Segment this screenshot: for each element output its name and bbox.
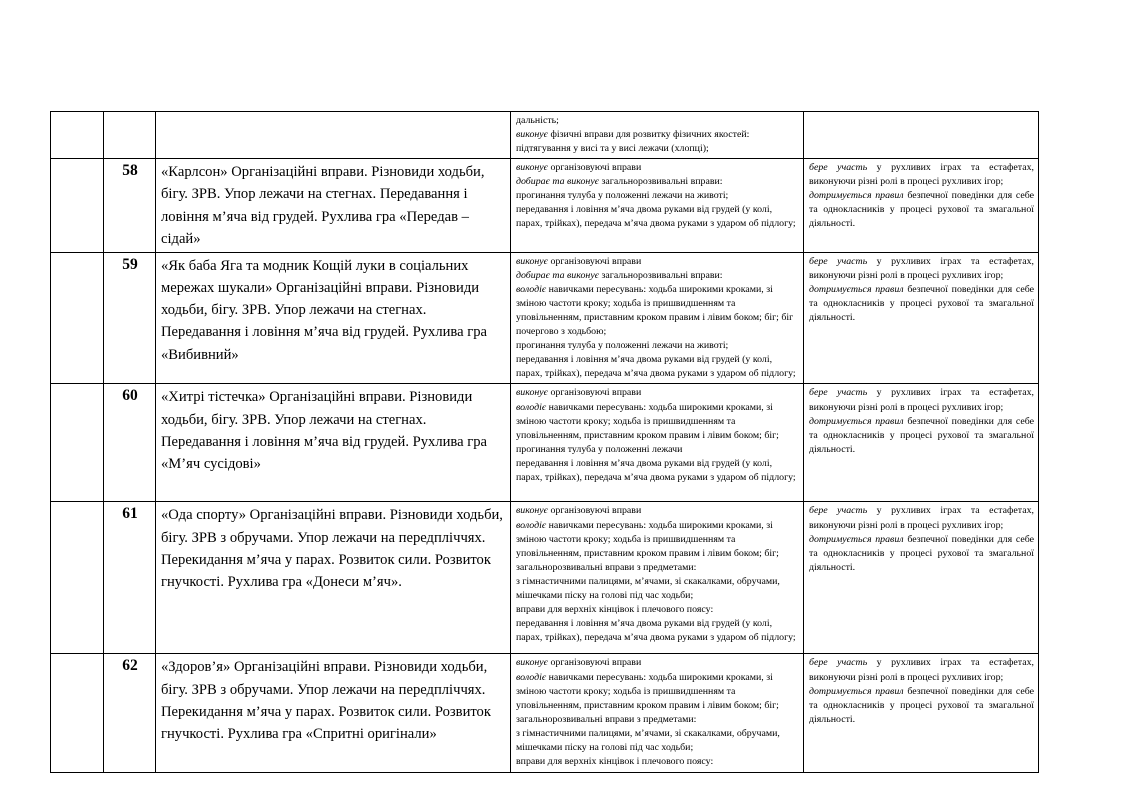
text-line: бере участь у рухливих іграх та естафетах, виконуючи різні ролі в процесі рухливих ігор; [809, 255, 1034, 281]
table-row [51, 502, 1039, 654]
text-line: прогинання тулуба у положенні лежачи [516, 443, 683, 455]
cell-lesson-number: 62 [104, 654, 156, 773]
text-line: володіє навичками пересувань: ходьба широкими кроками, зі зміною частоти кроку; ходьба із пришвидшенням та уповільненням, приставним кроком правим і лівим боком; біг; [516, 401, 779, 441]
text-line: бере участь у рухливих іграх та естафетах, виконуючи різні ролі в процесі рухливих ігор; [809, 162, 1034, 188]
text-line: дотримується правил безпечної поведінки для себе та однокласників у процесі рухової та змагальної діяльності. [809, 415, 1034, 455]
cell-competencies [804, 654, 1039, 773]
text-line: з гімнастичними палицями, м’ячами, зі скакалками, обручами, мішечками піску на голові під час ходьби; [516, 575, 780, 601]
emphasis-text: добирає та виконує [516, 269, 602, 281]
emphasis-text: дотримується правил [809, 533, 908, 545]
table-body [51, 112, 1039, 773]
cell-expected-results [511, 654, 804, 773]
cell-blank [51, 112, 104, 159]
cell-expected-results [511, 502, 804, 654]
cell-lesson-content: «Як баба Яга та модник Кощій луки в соціальних мережах шукали» Організаційні вправи. Різновиди ходьби, бігу. ЗРВ. Упор лежачи на стегнах. Передавання і ловіння м’яча від грудей. Рухлива гра «Вибивний» [156, 252, 511, 384]
emphasis-text: бере участь [809, 505, 877, 517]
cell-lesson-content: «Ода спорту» Організаційні вправи. Різновиди ходьби, бігу. ЗРВ з обручами. Упор лежачи на передпліччях. Перекидання м’яча у парах. Розвиток сили. Розвиток гнучкості. Рухлива гра «Донеси м’яч». [156, 502, 511, 654]
cell-lesson-number: 58 [104, 159, 156, 253]
text-line: бере участь у рухливих іграх та естафетах, виконуючи різні ролі в процесі рухливих ігор; [809, 505, 1034, 531]
emphasis-text: володіє [516, 671, 549, 683]
cell-blank [51, 502, 104, 654]
emphasis-text: бере участь [809, 657, 877, 669]
text-line: дотримується правил безпечної поведінки для себе та однокласників у процесі рухової та змагальної діяльності. [809, 533, 1034, 573]
emphasis-text: володіє [516, 284, 549, 295]
table-row [51, 112, 1039, 159]
text-line: передавання і ловіння м’яча двома руками від грудей (у колі, парах, трійках), передача м’яча двома руками з ударом об підлогу; [516, 354, 796, 380]
text-line: виконує організовуючі вправи [516, 387, 642, 399]
cell-blank [51, 159, 104, 253]
cell-lesson-content: «Хитрі тістечка» Організаційні вправи. Різновиди ходьби, бігу. ЗРВ. Упор лежачи на стегнах. Передавання і ловіння м’яча від грудей. Рухлива гра «М’яч сусідові» [156, 384, 511, 502]
emphasis-text: бере участь [809, 255, 877, 267]
cell-competencies [804, 502, 1039, 654]
table-row [51, 159, 1039, 253]
cell-blank [51, 654, 104, 773]
text-line: бере участь у рухливих іграх та естафетах, виконуючи різні ролі в процесі рухливих ігор; [809, 657, 1034, 683]
cell-expected-results [511, 252, 804, 384]
emphasis-text: володіє [516, 519, 549, 531]
cell-lesson-number: 59 [104, 252, 156, 384]
emphasis-text: дотримується правил [809, 415, 908, 427]
cell-blank [51, 252, 104, 384]
emphasis-text: добирає та виконує [516, 176, 602, 188]
emphasis-text: дотримується правил [809, 685, 908, 697]
emphasis-text: бере участь [809, 387, 877, 399]
text-line: з гімнастичними палицями, м’ячами, зі скакалками, обручами, мішечками піску на голові під час ходьби; [516, 727, 780, 753]
text-line: дотримується правил безпечної поведінки для себе та однокласників у процесі рухової та змагальної діяльності. [809, 284, 1034, 324]
text-line: добирає та виконує загальнорозвивальні вправи: [516, 269, 723, 281]
text-line: прогинання тулуба у положенні лежачи на животі; [516, 190, 729, 202]
text-line: передавання і ловіння м’яча двома руками від грудей (у колі, парах, трійках), передача м’яча двома руками з ударом об підлогу; [516, 204, 796, 230]
cell-lesson-content [156, 112, 511, 159]
text-line: вправи для верхніх кінцівок і плечового поясу: [516, 603, 714, 615]
emphasis-text: дотримується правил [809, 190, 908, 202]
cell-lesson-number: 61 [104, 502, 156, 654]
emphasis-text: виконує [516, 505, 551, 517]
text-line: дотримується правил безпечної поведінки для себе та однокласників у процесі рухової та змагальної діяльності. [809, 685, 1034, 725]
text-line: виконує фізичні вправи для розвитку фізичних якостей: [516, 129, 750, 141]
text-line: загальнорозвивальні вправи з предметами: [516, 713, 697, 725]
emphasis-text: дотримується правил [809, 284, 908, 295]
text-line: вправи для верхніх кінцівок і плечового поясу: [516, 755, 714, 767]
text-line: виконує організовуючі вправи [516, 657, 642, 669]
table-row [51, 654, 1039, 773]
text-line: володіє навичками пересувань: ходьба широкими кроками, зі зміною частоти кроку; ходьба із пришвидшенням та уповільненням, приставним кроком правим і лівим боком; біг; [516, 519, 779, 559]
lesson-plan-table [50, 111, 1039, 773]
emphasis-text: виконує [516, 129, 551, 141]
cell-lesson-number: 60 [104, 384, 156, 502]
cell-lesson-content: «Здоров’я» Організаційні вправи. Різновиди ходьби, бігу. ЗРВ з обручами. Упор лежачи на передпліччях. Перекидання м’яча у парах. Розвиток сили. Розвиток гнучкості. Рухлива гра «Спритні оригінали» [156, 654, 511, 773]
text-line: бере участь у рухливих іграх та естафетах, виконуючи різні ролі в процесі рухливих ігор; [809, 387, 1034, 413]
cell-competencies [804, 384, 1039, 502]
cell-expected-results [511, 384, 804, 502]
cell-expected-results [511, 112, 804, 159]
text-line: підтягування у висі та у висі лежачи (хлопці); [516, 143, 709, 155]
text-line: передавання і ловіння м’яча двома руками від грудей (у колі, парах, трійках), передача м’яча двома руками з ударом об підлогу; [516, 457, 796, 483]
cell-competencies [804, 112, 1039, 159]
table-row [51, 252, 1039, 384]
emphasis-text: володіє [516, 401, 549, 413]
text-line: прогинання тулуба у положенні лежачи на животі; [516, 340, 729, 352]
text-line: виконує організовуючі вправи [516, 255, 642, 267]
text-line: виконує організовуючі вправи [516, 505, 642, 517]
emphasis-text: виконує [516, 255, 551, 267]
text-line: загальнорозвивальні вправи з предметами: [516, 561, 697, 573]
text-line: добирає та виконує загальнорозвивальні вправи: [516, 176, 723, 188]
cell-lesson-number [104, 112, 156, 159]
text-line: володіє навичками пересувань: ходьба широкими кроками, зі зміною частоти кроку; ходьба із пришвидшенням та уповільненням, приставним кроком правим і лівим боком; біг; [516, 671, 779, 711]
text-line: дотримується правил безпечної поведінки для себе та однокласників у процесі рухової та змагальної діяльності. [809, 190, 1034, 230]
cell-expected-results [511, 159, 804, 253]
table-row [51, 384, 1039, 502]
emphasis-text: виконує [516, 657, 551, 669]
emphasis-text: виконує [516, 162, 551, 174]
text-line: дальність; [516, 115, 559, 126]
text-line: виконує організовуючі вправи [516, 162, 642, 174]
text-line: володіє навичками пересувань: ходьба широкими кроками, зі зміною частоти кроку; ходьба із пришвидшенням та уповільненням, приставним кроком правим і лівим боком; біг; біг почергово з ходьбою; [516, 284, 794, 338]
emphasis-text: виконує [516, 387, 551, 399]
emphasis-text: бере участь [809, 162, 877, 174]
text-line: передавання і ловіння м’яча двома руками від грудей (у колі, парах, трійках), передача м’яча двома руками з ударом об підлогу; [516, 617, 796, 643]
cell-competencies [804, 252, 1039, 384]
cell-competencies [804, 159, 1039, 253]
cell-blank [51, 384, 104, 502]
cell-lesson-content: «Карлсон» Організаційні вправи. Різновиди ходьби, бігу. ЗРВ. Упор лежачи на стегнах. Передавання і ловіння м’яча від грудей. Рухлива гра «Передав – сідай» [156, 159, 511, 253]
